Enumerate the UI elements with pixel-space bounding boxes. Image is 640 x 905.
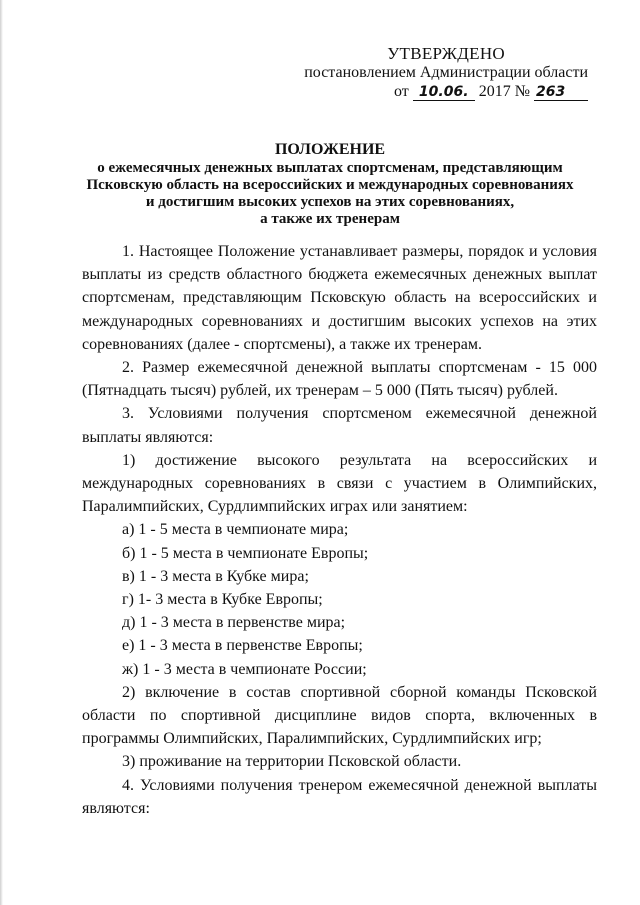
approval-date-line <box>304 82 588 101</box>
paragraph-3: 3. Условиями получения спортсменом ежемесячной денежной выплаты являются: <box>82 405 597 446</box>
handwritten-date: 10.06. <box>413 84 475 101</box>
scan-edge-shadow <box>0 0 3 905</box>
list-item: г) 1- 3 места в Кубке Европы; <box>122 591 323 609</box>
paragraph-2: 2. Размер ежемесячной денежной выплаты спортсменам - 15 000 (Пятнадцать тысяч) рублей, их тренерам – 5 000 (Пять тысяч) рублей. <box>82 359 597 400</box>
paragraph-3-condition-1: 1) достижение высокого результата на всероссийских и международных соревнованиях в связи с участием в Олимпийских, Паралимпийских, Сурдлимпийских играх или занятием: <box>82 451 597 516</box>
list-item: д) 1 - 3 места в первенстве мира; <box>122 614 346 632</box>
list-item: е) 1 - 3 места в первенстве Европы; <box>122 637 363 655</box>
paragraph-4: 4. Условиями получения тренером ежемесячной денежной выплаты являются: <box>82 776 597 817</box>
year-number-label: 2017 № <box>478 83 530 100</box>
list-item: в) 1 - 3 места в Кубке мира; <box>122 567 309 585</box>
document-body <box>82 240 597 820</box>
title-line: о ежемесячных денежных выплатах спортсменам, представляющим <box>97 160 563 176</box>
handwritten-number: 263 <box>534 84 588 101</box>
document-title <box>80 140 580 228</box>
approval-stamp-block <box>304 44 588 101</box>
paragraph-3-condition-3: 3) проживание на территории Псковской области. <box>122 753 462 771</box>
approval-line: постановлением Администрации области <box>304 64 588 81</box>
list-item: а) 1 - 5 места в чемпионате мира; <box>122 521 349 539</box>
title-main: ПОЛОЖЕНИЕ <box>274 141 386 158</box>
title-line: Псковскую область на всероссийских и международных соревнованиях <box>86 177 574 193</box>
paragraph-1: 1. Настоящее Положение устанавливает размеры, порядок и условия выплаты из средств областного бюджета ежемесячных денежных выплат спортсменам, представляющим Псковскую область на всероссийских и международных соревнованиях и достигшим высоких успехов на этих соревнованиях (далее - спортсмены), а также их тренерам. <box>82 243 597 353</box>
date-prefix: от <box>393 83 409 100</box>
title-line: и достигшим высоких успехов на этих соревнованиях, <box>145 194 515 210</box>
list-item: ж) 1 - 3 места в чемпионате России; <box>122 660 367 678</box>
title-line: а также их тренерам <box>260 211 400 227</box>
paragraph-3-condition-2: 2) включение в состав спортивной сборной команды Псковской области по спортивной дисциплине видов спорта, включенных в программы Олимпийских, Паралимпийских, Сурдлимпийских игр; <box>82 683 597 748</box>
list-item: б) 1 - 5 места в чемпионате Европы; <box>122 544 369 562</box>
approval-heading: УТВЕРЖДЕНО <box>387 44 505 63</box>
